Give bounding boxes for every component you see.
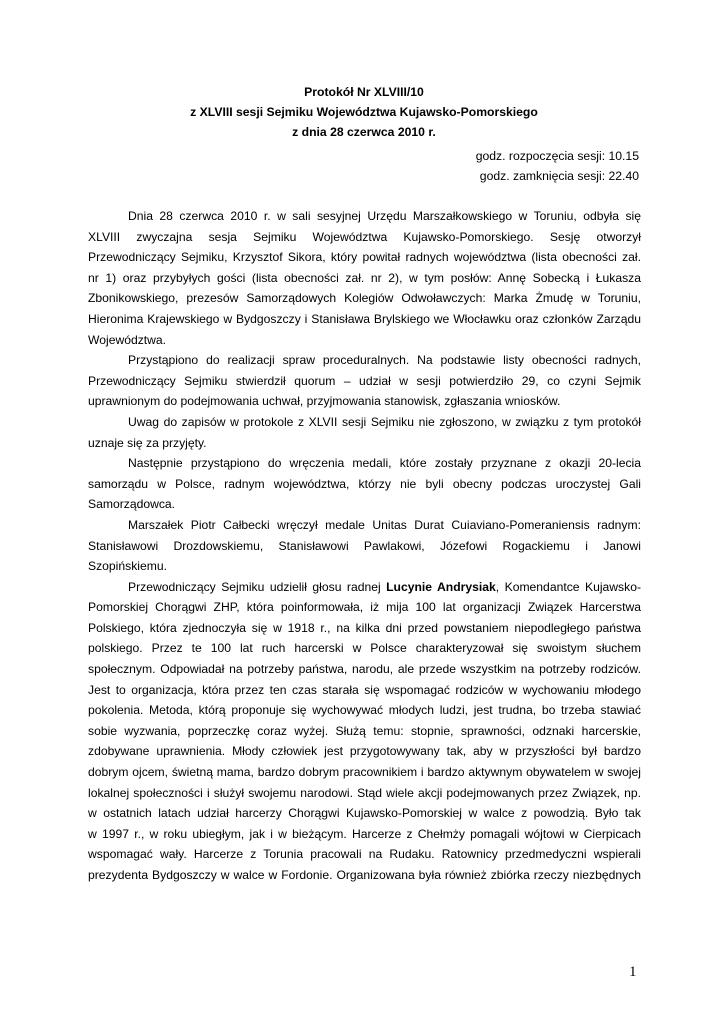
text-line: Samorządowca. xyxy=(88,497,176,512)
text-line: w ostatnich latach udział harcerzy Chorągwi Kujawsko-Pomorskiej w walce z powodzią. Było tak xyxy=(88,806,641,821)
text-line: Pomorskiej Chorągwi ZHP, która poinformowała, iż mija 100 lat organizacji Związek Harcerstwa xyxy=(88,600,641,615)
page-number: 1 xyxy=(629,964,637,980)
text-line: Dnia 28 czerwca 2010 r. w sali sesyjnej Urzędu Marszałkowskiego w Toruniu, odbyła się xyxy=(128,209,641,223)
text-line: Stanisławowi Drozdowskiemu, Stanisławowi Pawlakowi, Józefowi Rogackiemu i Janowi xyxy=(88,538,641,553)
text-line: Uwag do zapisów w protokole z XLVII sesji Sejmiku nie zgłoszono, w związku z tym protokół xyxy=(128,414,641,429)
text-line: społecznym. Odpowiadał na potrzeby państwa, narodu, ale przede wszystkim na potrzeby rodziców. xyxy=(88,662,641,677)
text-line: Zbonikowskiego, prezesów Samorządowych Kolegiów Odwoławczych: Marka Żmudę w Toruniu, xyxy=(88,291,641,306)
text-line: Przystąpiono do realizacji spraw proceduralnych. Na podstawie listy obecności radnych, xyxy=(128,353,641,368)
text-line: sobie wyzwania, poprzeczkę coraz wyżej. Służą temu: stopnie, sprawności, odznaki harcerskie, xyxy=(88,723,641,738)
protocol-title: Protokół Nr XLVIII/10 xyxy=(304,85,424,99)
text-line: Jest to organizacja, która przez ten czas starała się wspomagać rodziców w wychowaniu młodego xyxy=(88,682,641,697)
text-line: XLVIII zwyczajna sesja Sejmiku Województwa Kujawsko-Pomorskiego. Sesję otworzył xyxy=(88,229,641,244)
text-line: polskiego. Przez te 100 lat ruch harcerski w Polsce charakteryzował się swoistym słuchem xyxy=(88,641,641,656)
text-fragment: , Komendantce Kujawsko- xyxy=(495,579,641,594)
text-line: dobrym ojcem, świetną mama, bardzo dobrym pracownikiem i bardzo aktywnym obywatelem w swojej xyxy=(88,765,641,780)
text-line: wspomagać wały. Harcerze z Torunia pracowali na Rudaku. Ratownicy przedmedyczni wspierali xyxy=(88,847,641,862)
text-line: pokolenia. Metoda, którą proponuje się wychowywać młodych ludzi, jest trudna, bo trzeba stawiać xyxy=(88,703,641,718)
text-line: zdobywane uprawnienia. Młody człowiek jest przygotowywany tak, aby w przyszłości był bardzo xyxy=(88,744,641,759)
text-line: prezydenta Bydgoszczy w walce w Fordonie. Organizowana była również zbiórka rzeczy niezbędnych xyxy=(88,868,641,882)
session-date: z dnia 28 czerwca 2010 r. xyxy=(292,125,436,139)
text-line: Województwa. xyxy=(88,332,167,347)
text-line: samorządu w Polsce, radnym województwa, którzy nie byli obecny podczas uroczystej Gali xyxy=(88,476,641,491)
text-line: uznaje się za przyjęty. xyxy=(88,435,207,450)
document-header xyxy=(88,82,640,142)
session-subtitle: z XLVIII sesji Sejmiku Województwa Kujawsko-Pomorskiego xyxy=(190,105,538,119)
speaker-name: Lucynie Andrysiak xyxy=(386,579,496,594)
text-line: Hieronima Krajewskiego w Bydgoszczy i Stanisława Brylskiego we Włocławku oraz członków Zarządu xyxy=(88,311,641,326)
text-line: Polskiego, która zjednoczyła się w 1918 r., na kilka dni przed powstaniem niepodległego państwa xyxy=(88,620,641,635)
text-line: Marszałek Piotr Całbecki wręczył medale Unitas Durat Cuiaviano-Pomeraniensis radnym: xyxy=(128,517,641,532)
protocol-body xyxy=(88,206,641,886)
session-end-time: godz. zamknięcia sesji: 22.40 xyxy=(479,169,639,183)
session-times xyxy=(476,146,639,186)
text-line: Przewodniczący Sejmiku, Krzysztof Sikora, który powitał radnych województwa (lista obecności zał. xyxy=(88,250,641,265)
text-line: nr 1) oraz przybyłych gości (lista obecności zał. nr 2), w tym posłów: Annę Sobecką i Łukasza xyxy=(88,270,641,285)
text-line: Przewodniczący Sejmiku stwierdził quorum – udział w sesji potwierdziło 29, co czyni Sejmik xyxy=(88,373,641,388)
text-line: Następnie przystąpiono do wręczenia medali, które zostały przyznane z okazji 20-lecia xyxy=(128,456,641,471)
text-line xyxy=(88,577,641,598)
session-start-time: godz. rozpoczęcia sesji: 10.15 xyxy=(475,149,639,163)
text-line: uprawnionym do podejmowania uchwał, przyjmowania stanowisk, zgłaszania wniosków. xyxy=(88,394,561,409)
text-line: w 1997 r., w roku ubiegłym, jak i w bieżącym. Harcerze z Chełmży pomagali wójtowi w Cierpicach xyxy=(88,826,641,841)
text-line: lokalnej społeczności i służył swojemu narodowi. Stąd wiele akcji podejmowanych przez Związek, np. xyxy=(88,785,641,800)
text-line: Szopińskiemu. xyxy=(88,559,167,574)
text-fragment: Przewodniczący Sejmiku udzielił głosu radnej xyxy=(128,579,387,594)
